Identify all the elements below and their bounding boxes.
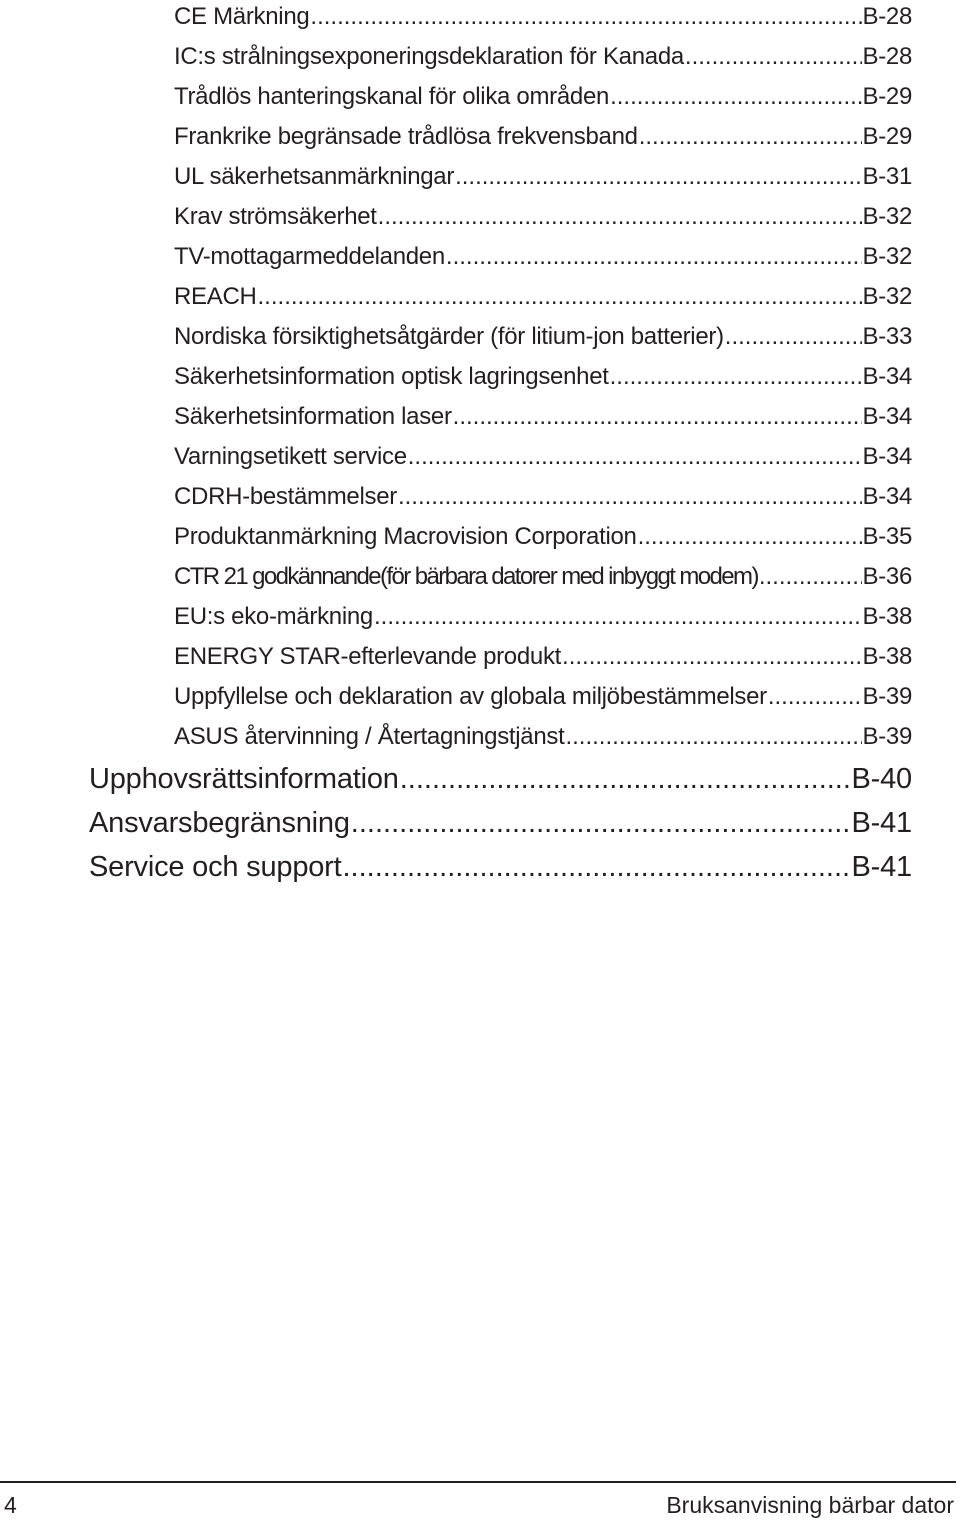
toc-entry-title: Säkerhetsinformation laser [174, 403, 452, 430]
dot-leader [610, 357, 862, 397]
toc-entry-page: B-34 [862, 403, 912, 430]
toc-entry-page: B-38 [862, 643, 912, 670]
dot-leader [351, 801, 851, 845]
toc-entry-title: EU:s eko-märkning [174, 603, 373, 630]
toc-entry[interactable] [174, 277, 912, 317]
toc-entry-page: B-38 [862, 603, 912, 630]
toc-entry-title: CTR 21 godkännande(för bärbara datorer med inbyggt modem) [174, 563, 758, 590]
toc-entry-page: B-40 [851, 763, 912, 795]
dot-leader [343, 845, 851, 889]
toc-entry[interactable] [174, 117, 912, 157]
toc-entry-page: B-39 [862, 723, 912, 750]
toc-entry-title: Upphovsrättsinformation [89, 763, 399, 795]
manual-title: Bruksanvisning bärbar dator [666, 1492, 954, 1518]
toc-entry-title: Nordiska försiktighetsåtgärder (för litium-jon batterier) [174, 323, 724, 350]
dot-leader [562, 637, 861, 677]
toc-entry-page: B-35 [862, 523, 912, 550]
toc-entry-page: B-29 [862, 123, 912, 150]
toc-entry[interactable] [174, 237, 912, 277]
toc-entry-page: B-41 [851, 851, 912, 883]
toc-entry-title: Frankrike begränsade trådlösa frekvensband [174, 123, 638, 150]
dot-leader [638, 517, 862, 557]
toc-entry-title: Uppfyllelse och deklaration av globala miljöbestämmelser [174, 683, 767, 710]
toc-entry[interactable] [174, 477, 912, 517]
dot-leader [768, 677, 862, 717]
dot-leader [725, 317, 862, 357]
toc-entry-title: REACH [174, 283, 257, 310]
toc-entry[interactable] [174, 357, 912, 397]
toc-entry[interactable] [174, 0, 912, 37]
toc-entry[interactable] [174, 397, 912, 437]
toc-entry[interactable] [174, 197, 912, 237]
toc-entry-title: ENERGY STAR-efterlevande produkt [174, 643, 562, 670]
dot-leader [258, 277, 862, 317]
dot-leader [378, 197, 862, 237]
toc-entry-title: Ansvarsbegränsning [89, 807, 350, 839]
toc-entry-page: B-39 [862, 683, 912, 710]
toc-entry[interactable] [174, 157, 912, 197]
dot-leader [446, 237, 862, 277]
toc-entry[interactable] [174, 317, 912, 357]
dot-leader [374, 597, 862, 637]
toc-entry-page: B-29 [862, 83, 912, 110]
toc-entry[interactable] [174, 517, 912, 557]
dot-leader [685, 37, 862, 77]
toc-entry-title: UL säkerhetsanmärkningar [174, 163, 455, 190]
toc-entry-page: B-28 [862, 43, 912, 70]
toc-entry[interactable] [174, 37, 912, 77]
toc-entry-page: B-31 [862, 163, 912, 190]
toc-entry-title: TV-mottagarmeddelanden [174, 243, 445, 270]
toc-entry-main[interactable] [89, 757, 912, 801]
toc-entry-main[interactable] [89, 801, 912, 845]
toc-entry[interactable] [174, 597, 912, 637]
toc-entry[interactable] [174, 637, 912, 677]
toc-entry-page: B-34 [862, 483, 912, 510]
dot-leader [408, 437, 862, 477]
toc-entry-title: Krav strömsäkerhet [174, 203, 377, 230]
toc-entry-title: CDRH-bestämmelser [174, 483, 397, 510]
toc-entry-page: B-36 [862, 563, 912, 590]
toc-entry-page: B-32 [862, 203, 912, 230]
toc-entry-page: B-41 [851, 807, 912, 839]
toc-entry-title: IC:s strålningsexponeringsdeklaration för Kanada [174, 43, 684, 70]
toc-entry-title: Trådlös hanteringskanal för olika områden [174, 83, 610, 110]
toc-entry-page: B-32 [862, 283, 912, 310]
dot-leader [610, 77, 861, 117]
page-number: 4 [4, 1492, 17, 1518]
dot-leader [400, 757, 851, 801]
toc-entry-title: Produktanmärkning Macrovision Corporation [174, 523, 637, 550]
dot-leader [565, 717, 861, 757]
dot-leader [759, 557, 862, 597]
toc-entry[interactable] [174, 77, 912, 117]
toc-entry[interactable] [174, 437, 912, 477]
dot-leader [398, 477, 862, 517]
toc-entry[interactable] [174, 677, 912, 717]
toc-entry[interactable] [174, 717, 912, 757]
toc-entry-page: B-32 [862, 243, 912, 270]
toc-entry-title: CE Märkning [174, 3, 310, 30]
toc-entry-title: Varningsetikett service [174, 443, 407, 470]
dot-leader [310, 0, 861, 37]
toc-entry-page: B-33 [862, 323, 912, 350]
toc-entry-title: ASUS återvinning / Återtagningstjänst [174, 723, 565, 750]
dot-leader [639, 117, 862, 157]
toc-entry[interactable] [174, 557, 912, 597]
toc-entry-page: B-34 [862, 443, 912, 470]
toc-entry-title: Säkerhetsinformation optisk lagringsenhet [174, 363, 609, 390]
toc-entry-page: B-34 [862, 363, 912, 390]
toc-entry-page: B-28 [862, 3, 912, 30]
footer-divider [0, 1481, 956, 1483]
dot-leader [455, 157, 861, 197]
dot-leader [453, 397, 862, 437]
toc-entry-title: Service och support [89, 851, 342, 883]
toc-entry-main[interactable] [89, 845, 912, 889]
